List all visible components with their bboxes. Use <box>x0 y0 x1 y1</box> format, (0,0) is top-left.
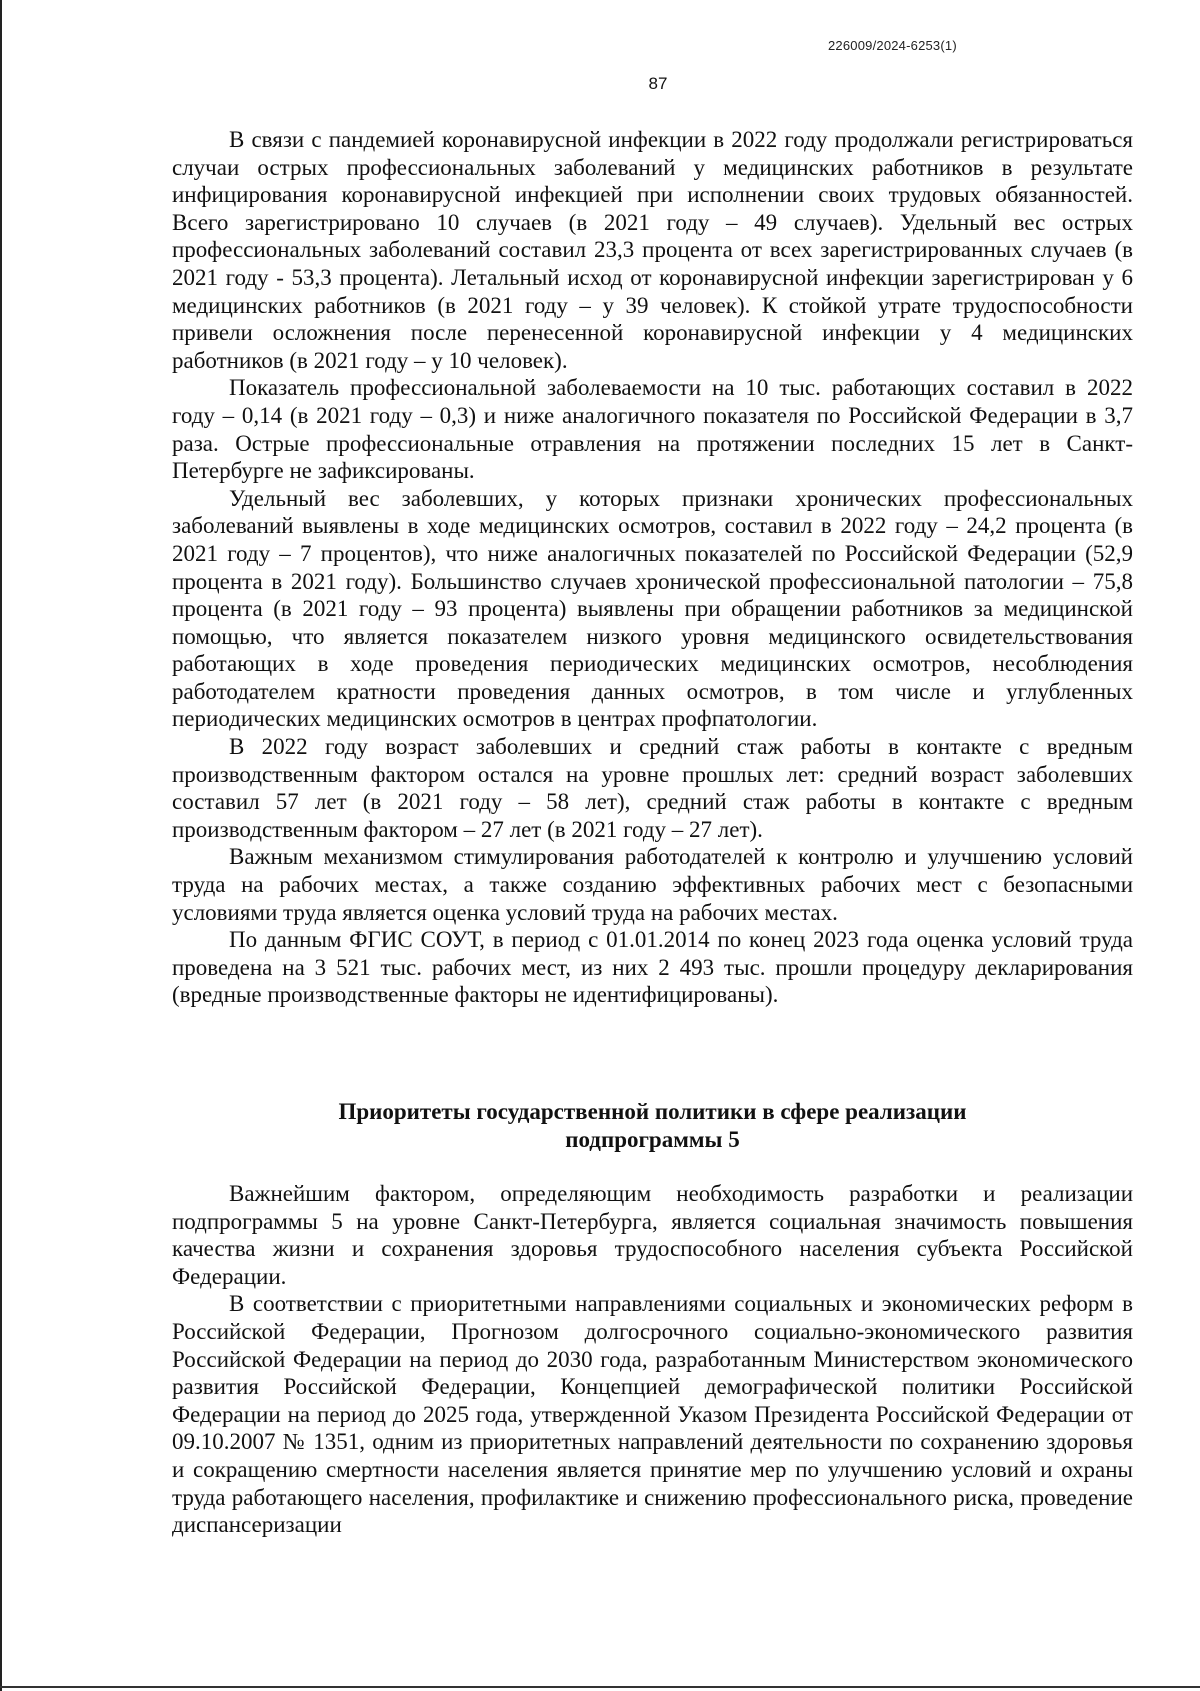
paragraph-working-conditions: Важным механизмом стимулирования работодателей к контролю и улучшению условий труда на рабочих местах, а также созданию эффективных рабочих мест с безопасными условиями труда является оценка условий труда на рабочих местах. <box>172 844 1133 925</box>
paragraph-morbidity-indicator: Показатель профессиональной заболеваемости на 10 тыс. работающих составил в 2022 году – 0,14 (в 2021 году – 0,3) и ниже аналогичного показателя по Российской Федерации в 3,7 раза. Острые профессиональные отравления на протяжении последних 15 лет в Санкт-Петербурге не зафиксированы. <box>172 375 1133 484</box>
paragraph-age-and-tenure: В 2022 году возраст заболевших и средний стаж работы в контакте с вредным производственным фактором остался на уровне прошлых лет: средний возраст заболевших составил 57 лет (в 2021 году – 58 лет), средний стаж работы в контакте с вредным производственным фактором – 27 лет (в 2021 году – 27 лет). <box>172 734 1133 842</box>
section-heading-line-1: Приоритеты государственной политики в сфере реализации <box>338 1099 967 1124</box>
section-heading <box>172 1098 1133 1154</box>
paragraph-covid-occupational: В связи с пандемией коронавирусной инфекции в 2022 году продолжали регистрироваться случаи острых профессиональных заболеваний у медицинских работников в результате инфицирования коронавирусной инфекцией при исполнении своих трудовых обязанностей. Всего зарегистрировано 10 случаев (в 2021 году – 49 случаев). Удельный вес острых профессиональных заболеваний составил 23,3 процента от всех зарегистрированных случаев (в 2021 году - 53,3 процента). Летальный исход от коронавирусной инфекции зарегистрирован у 6 медицинских работников (в 2021 году – у 39 человек). К стойкой утрате трудоспособности привели осложнения после перенесенной коронавирусной инфекции у 4 медицинских работников (в 2021 году – у 10 человек). <box>172 127 1133 373</box>
paragraph-chronic-diseases: Удельный вес заболевших, у которых признаки хронических профессиональных заболеваний выявлены в ходе медицинских осмотров, составил в 2022 году – 24,2 процента (в 2021 году – 7 процентов), что ниже аналогичных показателей по Российской Федерации (52,9 процента в 2021 году). Большинство случаев хронической профессиональной патологии – 75,8 процента (в 2021 году – 93 процента) выявлены при обращении работников за медицинской помощью, что является показателем низкого уровня медицинского освидетельствования работающих в ходе проведения периодических медицинских осмотров, несоблюдения работодателем кратности проведения данных осмотров, в том числе и углубленных периодических медицинских осмотров в центрах профпатологии. <box>172 485 1133 732</box>
page-bottom-edge <box>0 1686 1200 1688</box>
paragraph-key-factor: Важнейшим фактором, определяющим необходимость разработки и реализации подпрограммы 5 на уровне Санкт-Петербурга, является социальная значимость повышения качества жизни и сохранения здоровья трудоспособного населения субъекта Российской Федерации. <box>172 1181 1133 1289</box>
body-text-section-2 <box>172 1180 1133 1539</box>
document-id: 226009/2024-6253(1) <box>828 38 957 53</box>
page-left-edge <box>0 0 2 1691</box>
paragraph-fgis-sout: По данным ФГИС СОУТ, в период с 01.01.2014 по конец 2023 года оценка условий труда проведена на 3 521 тыс. рабочих мест, из них 2 493 тыс. прошли процедуру декларирования (вредные производственные факторы не идентифицированы). <box>172 927 1133 1008</box>
body-text-section-1 <box>172 126 1133 1009</box>
page-number: 87 <box>648 74 668 93</box>
paragraph-priorities: В соответствии с приоритетными направлениями социальных и экономических реформ в Российской Федерации, Прогнозом долгосрочного социально-экономического развития Российской Федерации на период до 2030 года, разработанным Министерством экономического развития Российской Федерации, Концепцией демографической политики Российской Федерации на период до 2025 года, утвержденной Указом Президента Российской Федерации от 09.10.2007 № 1351, одним из приоритетных направлений деятельности по сохранению здоровья и сокращению смертности населения является принятие мер по улучшению условий и охраны труда работающего населения, профилактике и снижению профессионального риска, проведение диспансеризации <box>172 1291 1133 1538</box>
section-heading-line-2: подпрограммы 5 <box>565 1127 740 1152</box>
